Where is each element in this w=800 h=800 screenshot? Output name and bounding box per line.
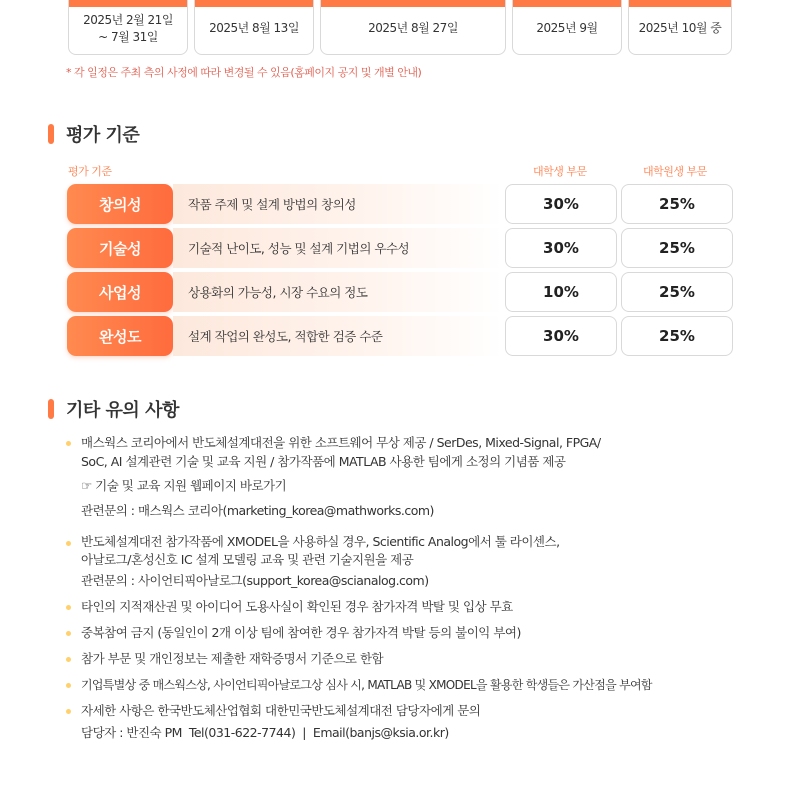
notes-title: 기타 유의 사항 xyxy=(66,400,179,421)
grad-score: 25% xyxy=(621,272,733,312)
note-text: 타인의 지적재산권 및 아이디어 도용사실이 확인된 경우 참가자격 박탈 및 입상 무효 xyxy=(81,599,513,614)
note-text: 매스웍스 코리아에서 반도체설계대전을 위한 소프트웨어 무상 제공 / SerDes, Mixed-Signal, FPGA/ xyxy=(81,435,601,450)
note-item xyxy=(66,433,766,533)
heading-accent-bar xyxy=(48,399,54,419)
note-text: SoC, AI 설계관련 기술 및 교육 지원 / 참가작품에 MATLAB 사용한 팀에게 소정의 기념품 제공 xyxy=(81,454,566,469)
schedule-date: 2025년 8월 27일 xyxy=(368,21,458,36)
tech-support-link[interactable]: ☞ 기술 및 교육 지원 웹페이지 바로가기 xyxy=(81,478,287,493)
bullet-icon xyxy=(66,657,71,662)
bullet-icon xyxy=(66,683,71,688)
note-contact: 담당자 : 반진숙 PM Tel(031-622-7744) | Email(banjs@ksia.or.kr) xyxy=(81,725,449,740)
note-item xyxy=(66,649,766,675)
header-grad: 대학원생 부문 xyxy=(643,165,707,178)
bullet-icon xyxy=(66,631,71,636)
evaluation-row-creativity xyxy=(67,184,733,224)
criteria-description: 작품 주제 및 설계 방법의 창의성 xyxy=(173,184,503,224)
criteria-description: 상용화의 가능성, 시장 수요의 정도 xyxy=(173,272,503,312)
schedule-date: 2025년 10월 중 xyxy=(638,21,722,36)
grad-score: 25% xyxy=(621,228,733,268)
evaluation-row-business xyxy=(67,272,733,312)
note-contact: 관련문의 : 사이언티픽아날로그(support_korea@scianalog.com) xyxy=(81,573,429,588)
note-text: 아날로그/혼성신호 IC 설계 모델링 교육 및 관련 기술지원을 제공 xyxy=(81,552,414,567)
note-item xyxy=(66,623,766,649)
header-undergrad: 대학생 부문 xyxy=(533,165,587,178)
criteria-description: 기술적 난이도, 성능 및 설계 기법의 우수성 xyxy=(173,228,503,268)
note-item xyxy=(66,597,766,623)
note-item xyxy=(66,533,766,597)
note-text: 중복참여 금지 (동일인이 2개 이상 팀에 참여한 경우 참가자격 박탈 등의 불이익 부여) xyxy=(81,625,521,640)
notes-list xyxy=(66,433,766,747)
note-text: 기업특별상 중 매스웍스상, 사이언티픽아날로그상 심사 시, MATLAB 및 XMODEL을 활용한 학생들은 가산점을 부여함 xyxy=(81,678,652,692)
note-item xyxy=(66,701,766,747)
note-contact: 관련문의 : 매스웍스 코리아(marketing_korea@mathworks.com) xyxy=(81,503,434,518)
notes-heading xyxy=(48,396,179,422)
schedule-item xyxy=(320,0,506,55)
undergrad-score: 30% xyxy=(505,184,617,224)
header-criteria: 평가 기준 xyxy=(68,165,112,178)
criteria-label: 창의성 xyxy=(67,184,173,224)
grad-score: 25% xyxy=(621,184,733,224)
bullet-icon xyxy=(66,709,71,714)
schedule-row xyxy=(0,0,800,60)
evaluation-row-technical xyxy=(67,228,733,268)
bullet-icon xyxy=(66,605,71,610)
bullet-icon xyxy=(66,541,71,546)
schedule-date: 2025년 2월 21일 ~ 7월 31일 xyxy=(83,13,173,44)
undergrad-score: 30% xyxy=(505,228,617,268)
schedule-date: 2025년 8월 13일 xyxy=(209,21,299,36)
criteria-label: 사업성 xyxy=(67,272,173,312)
note-text: 반도체설계대전 참가작품에 XMODEL을 사용하실 경우, Scientific Analog에서 툴 라이센스, xyxy=(81,534,560,549)
criteria-label: 기술성 xyxy=(67,228,173,268)
criteria-label: 완성도 xyxy=(67,316,173,356)
bullet-icon xyxy=(66,441,71,446)
note-text: 참가 부문 및 개인정보는 제출한 재학증명서 기준으로 한함 xyxy=(81,651,384,666)
grad-score: 25% xyxy=(621,316,733,356)
undergrad-score: 30% xyxy=(505,316,617,356)
schedule-note: * 각 일정은 주최 측의 사정에 따라 변경될 수 있음(홈페이지 공지 및 개별 안내) xyxy=(66,66,422,79)
schedule-item xyxy=(68,0,188,55)
undergrad-score: 10% xyxy=(505,272,617,312)
heading-accent-bar xyxy=(48,124,54,144)
evaluation-heading xyxy=(48,121,139,147)
evaluation-row-completeness xyxy=(67,316,733,356)
note-text: 자세한 사항은 한국반도체산업협회 대한민국반도체설계대전 담당자에게 문의 xyxy=(81,703,481,718)
note-item xyxy=(66,675,766,701)
schedule-item xyxy=(194,0,314,55)
schedule-date: 2025년 9월 xyxy=(536,21,598,36)
schedule-item xyxy=(628,0,732,55)
criteria-description: 설계 작업의 완성도, 적합한 검증 수준 xyxy=(173,316,503,356)
schedule-item xyxy=(512,0,622,55)
evaluation-title: 평가 기준 xyxy=(66,125,140,146)
